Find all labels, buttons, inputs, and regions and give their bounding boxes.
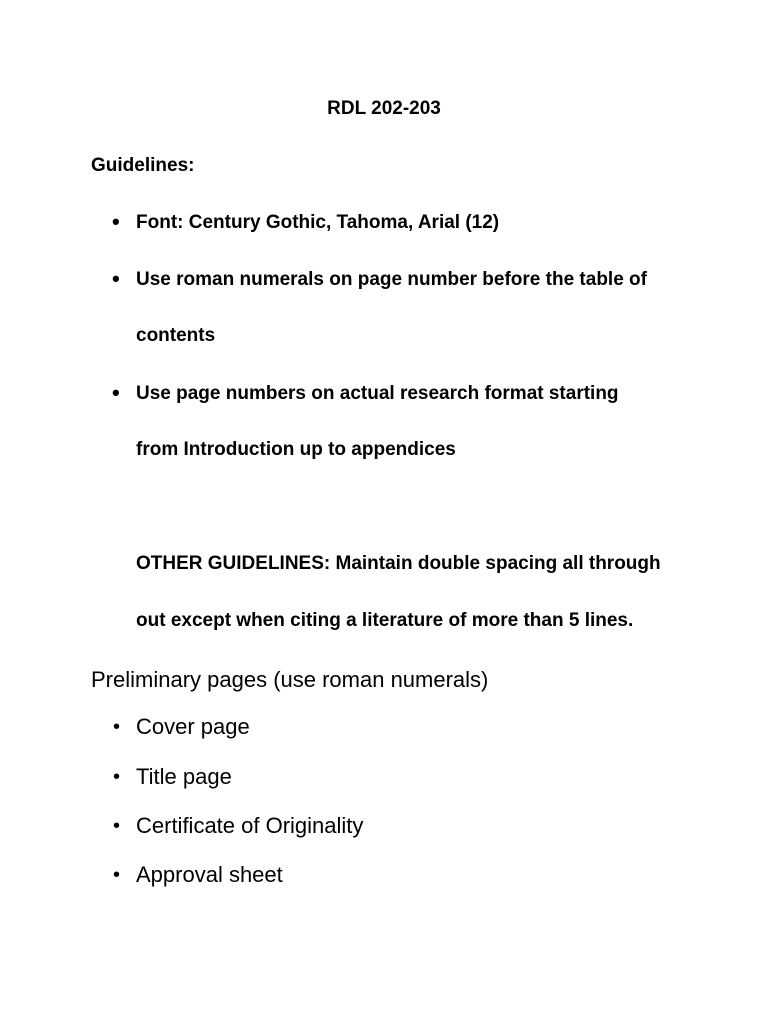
bullet-text-line: contents: [136, 325, 216, 346]
preliminary-item-text: Cover page: [136, 714, 250, 739]
preliminary-heading: Preliminary pages (use roman numerals): [91, 667, 489, 692]
preliminary-item-text: Title page: [136, 764, 232, 789]
preliminary-item-text: Certificate of Originality: [136, 813, 364, 838]
other-guidelines-line: out except when citing a literature of more than 5 lines.: [136, 610, 634, 631]
preliminary-item-text: Approval sheet: [136, 862, 283, 887]
bullet-text-line: Use page numbers on actual research format starting: [136, 383, 619, 404]
bullet-marker: •: [112, 209, 120, 234]
document-title: RDL 202-203: [327, 98, 441, 119]
bullet-text-line: from Introduction up to appendices: [136, 439, 456, 460]
bullet-marker: •: [112, 380, 120, 405]
bullet-marker: •: [113, 864, 121, 886]
other-guidelines-line: OTHER GUIDELINES: Maintain double spacing all through: [136, 553, 661, 574]
bullet-marker: •: [112, 266, 120, 291]
guidelines-heading: Guidelines:: [91, 155, 195, 176]
bullet-text-line: Font: Century Gothic, Tahoma, Arial (12): [136, 212, 500, 233]
bullet-marker: •: [113, 716, 121, 738]
bullet-marker: •: [113, 766, 121, 788]
bullet-text-line: Use roman numerals on page number before the table of: [136, 269, 647, 290]
bullet-marker: •: [113, 815, 121, 837]
